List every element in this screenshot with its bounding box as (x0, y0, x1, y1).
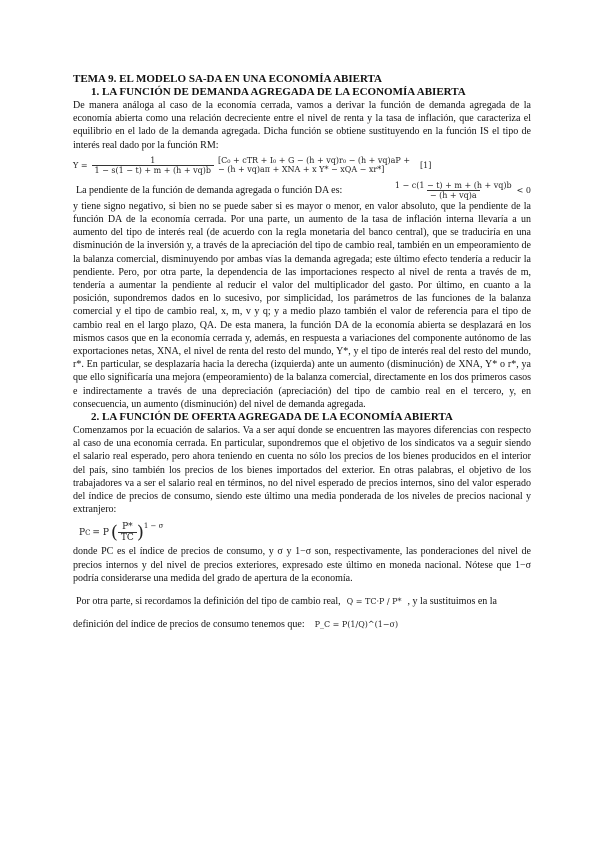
equation-1-multiplier (92, 156, 214, 175)
pc-lhs-sub: C (85, 528, 91, 537)
equation-1-numerator: 1 (150, 155, 156, 165)
section-2-paragraph-2: donde PC es el índice de precios de consumo, y σ y 1−σ son, respectivamente, las ponderaciones del nivel de precios internos y del nivel de precios exteriores, expresado este último en moneda nacional. Nótese que 1−σ podría considerarse una medida del grado de apertura de la economía. (73, 546, 531, 584)
slope-equation (392, 181, 531, 200)
pc-fraction (118, 522, 137, 543)
section-1-heading: 1. LA FUNCIÓN DE DEMANDA AGREGADA DE LA ECONOMÍA ABIERTA (91, 86, 466, 98)
slope-numerator: 1 − c(1 − t) + m + (h + vq)b (394, 180, 512, 190)
pc-paren-open: ( (110, 522, 118, 544)
equation-1-tag: [1] (420, 160, 432, 170)
pc-rhs: = P (92, 527, 109, 538)
section-2-paragraph-3-tail: , y la sustituimos en la (407, 596, 497, 608)
equation-1-lhs: Y = (73, 160, 88, 170)
real-exchange-rate-equation: Q = TC·P / P* (346, 597, 402, 607)
equation-1-line-1: [C₀ + cTR + I₀ + G − (h + vq)r₀ − (h + vq)aP + (217, 156, 411, 166)
consumer-price-equation (79, 522, 163, 543)
slope-line (73, 181, 531, 200)
section-1-paragraph-2: y tiene signo negativo, si bien no se puede saber si es mayor o menor, en valor absoluto, que la pendiente de la función DA de la economía cerrada. Por una parte, un aumento de la tasa de inflación interna llevaría a un aumento del tipo de interés real (de acuerdo con la regla monetaria del banco central), que se traduciría en una disminución de la inversión y, a través de la apreciación del tipo de cambio real, también en un empeoramiento de la balanza comercial, disminuyendo por ambas vías la demanda agregada; este último efecto tendería a reducir la pendiente. Pero, por otra parte, la dependencia de las importaciones respecto al nivel de renta a través de m, tendería a aumentar la pendiente al reducir el valor del multiplicador del gasto. Por último, en cuanto a la posición, supondremos dados en lo sucesivo, por simplicidad, los parámetros de las funciones de la balanza comercial y el tipo de cambio real, x, m, v y q; y a medio plazo también el valor de referencia para el tipo de cambio real en el largo plazo, QA. De esta manera, la función DA de la economía abierta se desplazará en los mismos casos que en la economía cerrada y, además, en respuesta a variaciones del componente autónomo de las exportaciones netas, XNA, el nivel de renta del resto del mundo, Y*, y el tipo de interés real del resto del mundo, r*. En particular, se desplazaría hacia la derecha (izquierda) ante un aumento (disminución) de XNA, Y* o r*, ya que ello significaría una mejora (empeoramiento) de la balanza comercial, directamente en los dos primeros casos e indirectamente a través de una depreciación (apreciación) del tipo de cambio real en el tercero, y, en consecuencia, un aumento (disminución) del nivel de demanda agregada. (73, 200, 531, 410)
pc-paren-close: ) (136, 522, 144, 544)
cpi-final-equation: P_C = P(1/Q)^(1−σ) (314, 620, 399, 630)
consumer-price-equation-row (79, 522, 531, 543)
document-title: TEMA 9. EL MODELO SA-DA EN UNA ECONOMÍA ABIERTA (73, 73, 382, 85)
pc-frac-den: TC (118, 532, 137, 543)
slope-fraction (392, 181, 515, 200)
cpi-definition-line (73, 618, 531, 631)
pc-exponent: 1 − σ (143, 522, 164, 531)
slope-denominator: − (h + vq)a (427, 190, 480, 200)
document-body (73, 73, 531, 632)
exchange-rate-line (73, 595, 531, 608)
equation-1-bracket (218, 156, 410, 174)
slope-lead-text: La pendiente de la función de demanda agregada o función DA es: (76, 184, 343, 196)
section-2-paragraph-1: Comenzamos por la ecuación de salarios. Va a ser aquí donde se encuentren las mayores diferencias con respecto al caso de una economía cerrada. En particular, supondremos que el objetivo de los sindicatos va a seguir siendo el salario real esperado, pero ahora teniendo en cuenta no sólo los precios de los bienes producidos en el interior del país, sino también los precios de los bienes importados del exterior. En otras palabras, el objetivo de los trabajadores va a ser el salario real en términos, no del nivel esperado de precios internos, sino del valor esperado del índice de precios de consumo, siendo este último una media ponderada de los niveles de precios nacional y extranjero: (73, 425, 531, 516)
equation-1-denominator: 1 − s(1 − t) + m + (h + vq)b (92, 165, 214, 175)
slope-relation: < 0 (516, 185, 531, 195)
pc-frac-num: P* (122, 522, 133, 533)
equation-1-line-2: − (h + vq)aπ + XNA + x Y* − xQA − xr*] (217, 165, 385, 175)
section-1-paragraph-1: De manera análoga al caso de la economía cerrada, vamos a derivar la función de demanda agregada de la economía abierta como una relación decreciente entre el nivel de renta y la tasa de inflación, que caracteriza el equilibrio en el lado de la demanda agregada. Dicha función se obtiene sustituyendo en la función IS el tipo de interés real dado por la función RM: (73, 100, 531, 151)
section-2-heading: 2. LA FUNCIÓN DE OFERTA AGREGADA DE LA ECONOMÍA ABIERTA (91, 411, 453, 424)
section-2-paragraph-4-lead: definición del índice de precios de consumo tenemos que: (73, 619, 305, 631)
equation-1 (73, 156, 531, 175)
pc-lhs: P (79, 527, 86, 538)
section-2-paragraph-3-lead: Por otra parte, si recordamos la definición del tipo de cambio real, (76, 596, 341, 608)
